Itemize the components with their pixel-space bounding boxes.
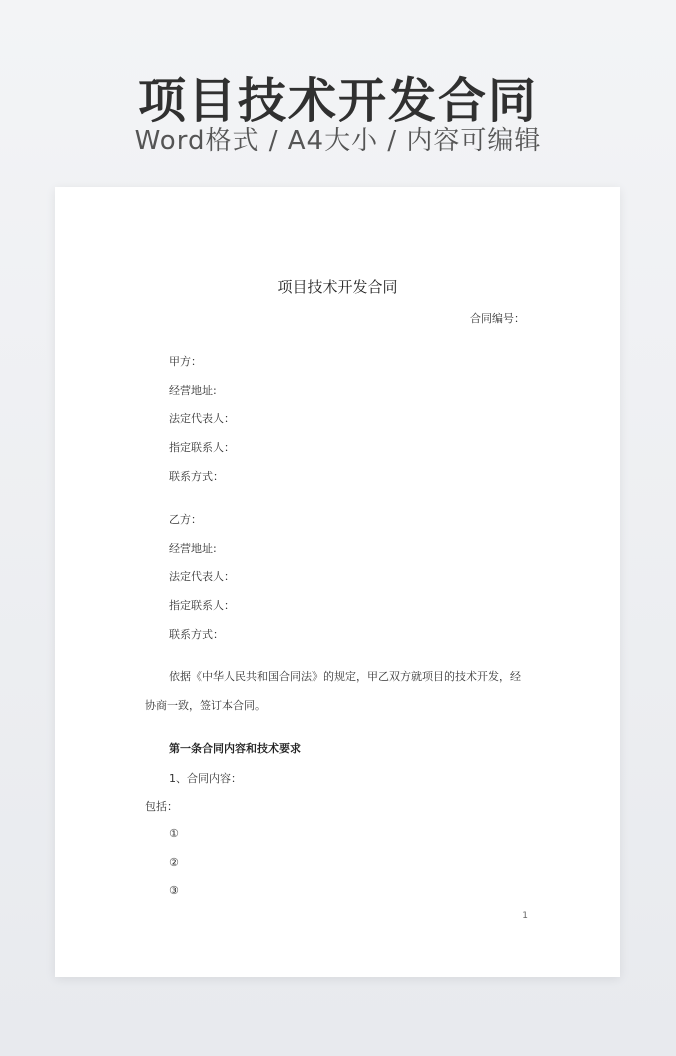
bullet-item: ③ [169, 884, 179, 897]
party-b-contact: 指定联系人： [169, 599, 235, 612]
party-a-legal-rep: 法定代表人： [169, 412, 235, 425]
bullet-item: ② [169, 856, 179, 869]
page-number: 1 [522, 911, 528, 921]
hero-title: 项目技术开发合同 [137, 73, 538, 129]
party-a-contact: 指定联系人： [169, 441, 235, 454]
party-b-legal-rep: 法定代表人： [169, 570, 235, 583]
preamble-paragraph: 依据《中华人民共和国合同法》的规定，甲乙双方就项目的技术开发，经协商一致，签订本合同。 [145, 670, 521, 712]
party-a-address: 经营地址: [169, 384, 217, 397]
document-title: 项目技术开发合同 [277, 278, 398, 296]
section-1-item-1: 1、合同内容： [169, 772, 242, 785]
contract-number-label: 合同编号： [470, 312, 525, 325]
bullet-item: ① [169, 827, 179, 840]
document-page [55, 187, 620, 977]
party-b-contact-method: 联系方式： [169, 628, 224, 641]
party-a-contact-method: 联系方式： [169, 470, 224, 483]
party-b-label: 乙方： [169, 513, 202, 526]
hero-subtitle: Word格式 / A4大小 / 内容可编辑 [134, 126, 542, 156]
section-1-title: 第一条合同内容和技术要求 [169, 742, 301, 755]
party-b-address: 经营地址: [169, 542, 217, 555]
includes-label: 包括： [145, 800, 178, 813]
party-a-label: 甲方： [169, 355, 202, 368]
